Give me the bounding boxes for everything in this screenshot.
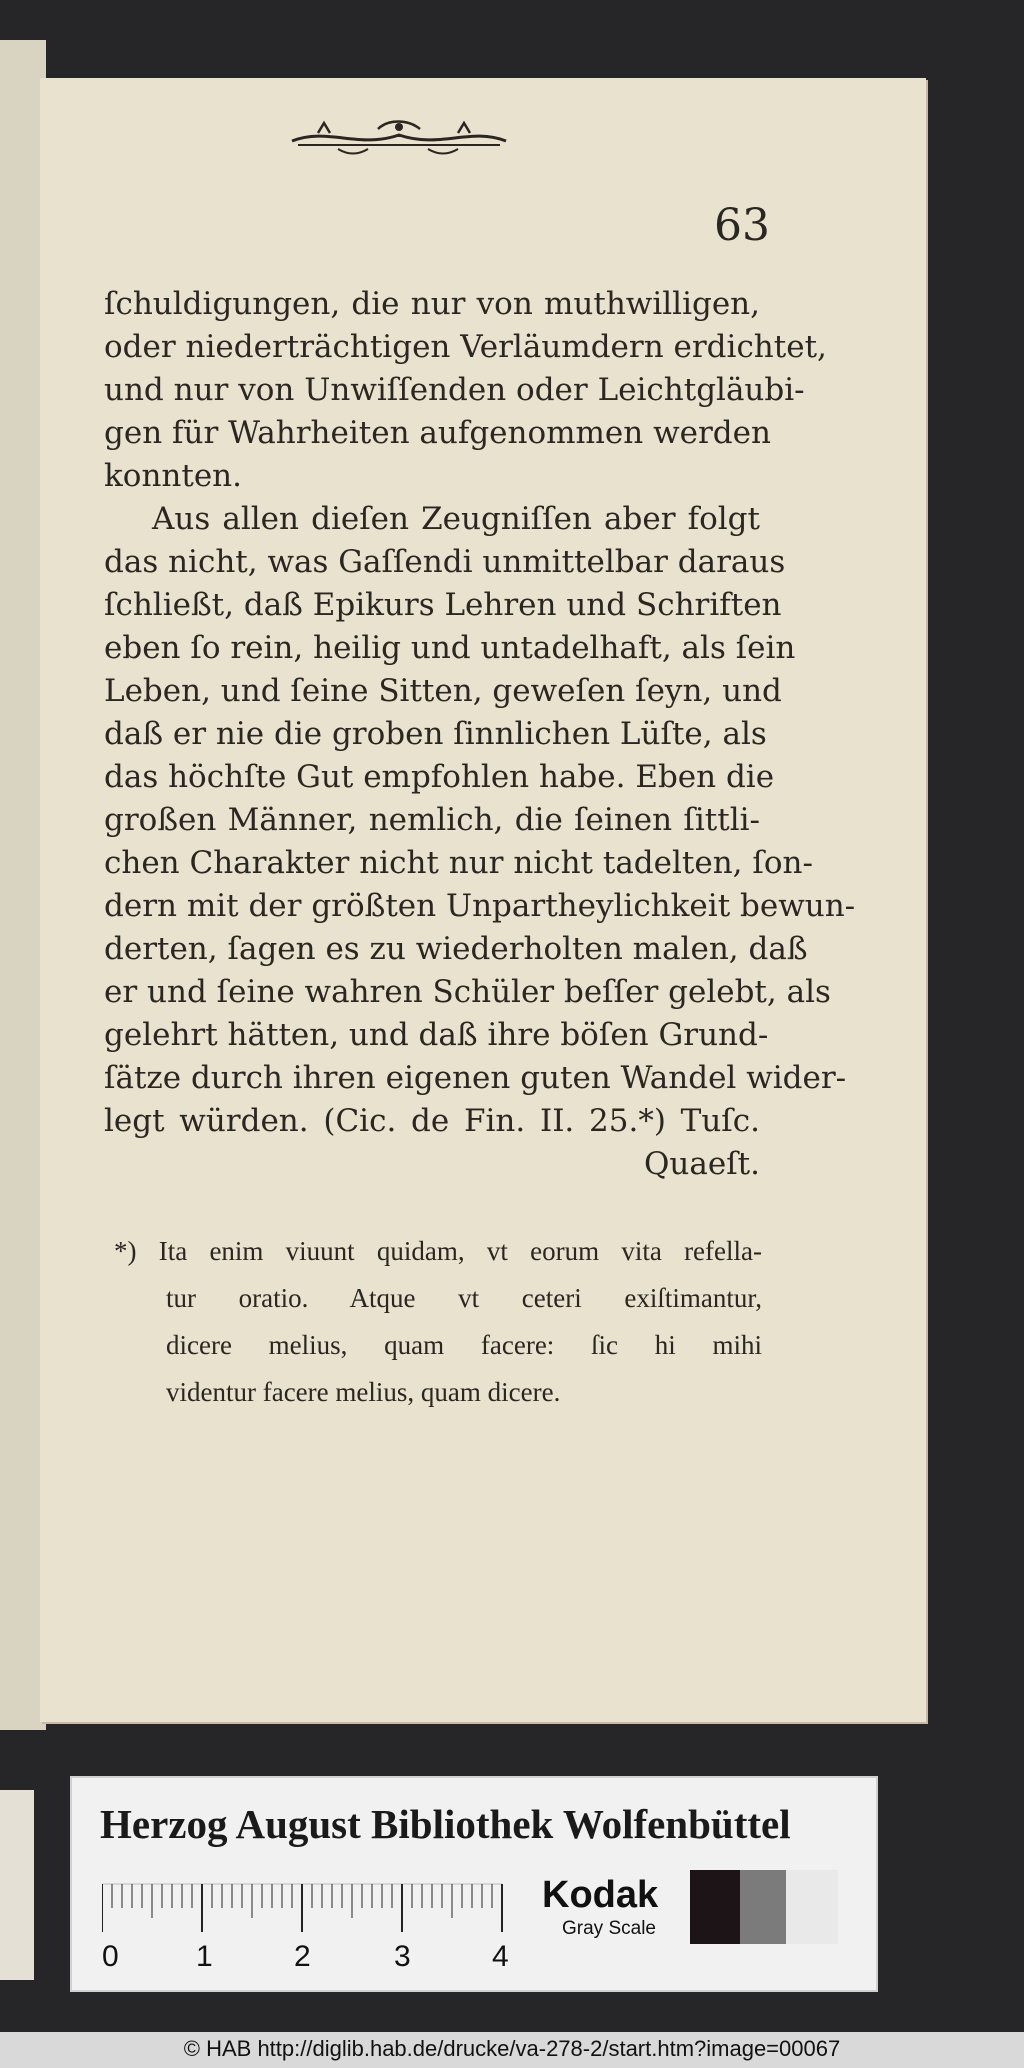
library-title: Herzog August Bibliothek Wolfenbüttel <box>100 1801 791 1847</box>
gray-scale-label: Gray Scale <box>562 1918 656 1939</box>
footnote-line: tur oratio. Atque vt ceteri exiſtimantur, <box>166 1283 762 1313</box>
gray-patch-mid <box>740 1870 786 1944</box>
scale-number: 3 <box>394 1940 411 1973</box>
text-line: legt würden. (Cic. de Fin. II. 25.*) Tuſc. <box>104 1103 760 1139</box>
text-line: oder niederträchtigen Verläumdern erdichtet, <box>104 329 827 365</box>
main-text <box>104 283 856 1186</box>
gray-patch-dark <box>690 1870 740 1944</box>
footnote <box>114 1228 762 1416</box>
text-line: ſchuldigungen, die nur von muthwilligen, <box>104 286 760 322</box>
text-line: Aus allen dieſen Zeugniſſen aber folgt <box>152 501 760 537</box>
color-target-card <box>70 1776 878 1992</box>
footnote-line: dicere melius, quam facere: ſic hi mihi <box>166 1330 762 1360</box>
scale-number: 0 <box>102 1940 119 1973</box>
scale-number: 4 <box>492 1940 509 1973</box>
footnote-line: *) Ita enim viuunt quidam, vt eorum vita refella- <box>114 1236 762 1266</box>
ruler-scale <box>102 1874 522 1974</box>
ruler-ticks <box>102 1884 502 1932</box>
kodak-logo: Kodak <box>542 1874 659 1916</box>
text-line: er und ſeine wahren Schüler beſſer gelebt, als <box>104 974 831 1010</box>
text-line: und nur von Unwiſſenden oder Leichtgläubi- <box>104 372 805 408</box>
text-line: Quaeſt. <box>644 1146 760 1182</box>
text-line: chen Charakter nicht nur nicht tadelten, ſon- <box>104 845 813 881</box>
text-line: konnten. <box>104 458 243 494</box>
text-line: gelehrt hätten, und daß ihre böſen Grund- <box>104 1017 769 1053</box>
text-line: gen für Wahrheiten aufgenommen werden <box>104 415 771 451</box>
text-line: derten, ſagen es zu wiederholten malen, daß <box>104 931 808 967</box>
scale-number: 2 <box>294 1940 311 1973</box>
text-line: Leben, und ſeine Sitten, geweſen ſeyn, und <box>104 673 782 709</box>
text-line: daß er nie die groben ſinnlichen Lüſte, als <box>104 716 767 752</box>
gray-patch-light <box>786 1870 838 1944</box>
copyright-footer: © HAB http://diglib.hab.de/drucke/va-278-2/start.htm?image=00067 <box>183 2036 841 2061</box>
header-ornament <box>288 115 510 155</box>
text-line: großen Männer, nemlich, die ſeinen ſittli- <box>104 802 760 838</box>
text-line: eben ſo rein, heilig und untadelhaft, als ſein <box>104 630 796 666</box>
spine-strip <box>0 1790 34 1980</box>
text-line: das höchſte Gut empfohlen habe. Eben die <box>104 759 775 795</box>
scale-number: 1 <box>196 1940 213 1973</box>
text-line: das nicht, was Gaſſendi unmittelbar daraus <box>104 544 786 580</box>
footnote-line: videntur facere melius, quam dicere. <box>166 1377 561 1407</box>
page-number: 63 <box>714 200 770 251</box>
text-line: ſätze durch ihren eigenen guten Wandel wider- <box>104 1060 847 1096</box>
text-line: dern mit der größten Unpartheylichkeit bewun- <box>104 888 856 924</box>
text-line: ſchließt, daß Epikurs Lehren und Schriften <box>104 587 782 623</box>
